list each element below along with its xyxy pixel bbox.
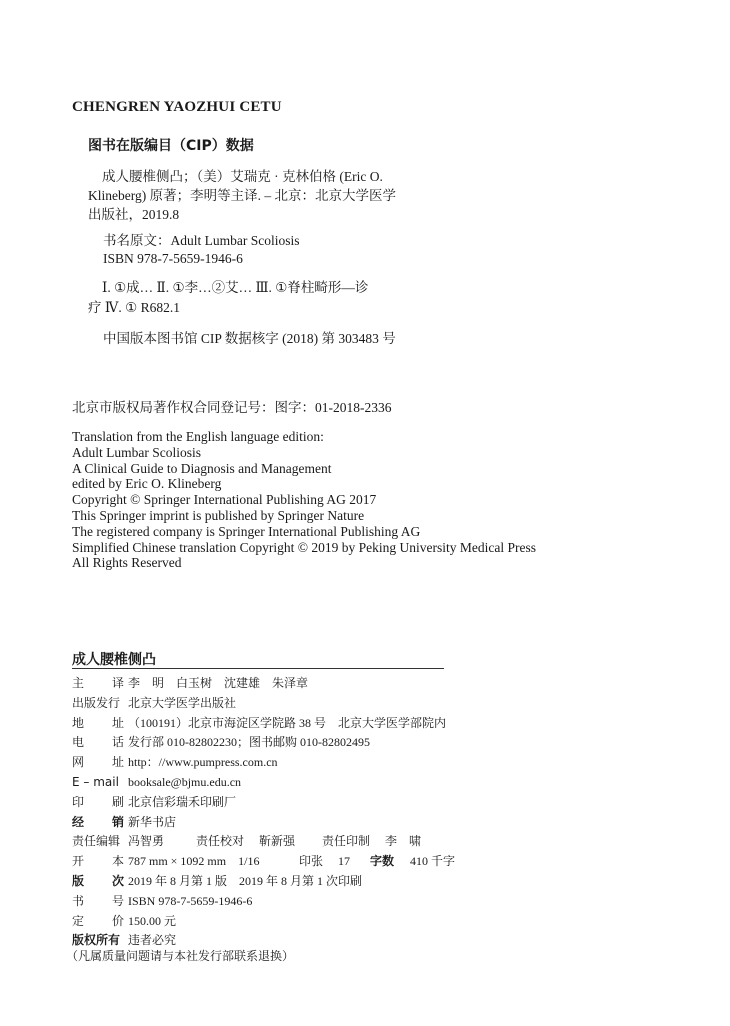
pub-label: 网 址 (72, 755, 124, 770)
pub-label: 责任编辑 (72, 834, 121, 849)
cip-classification (88, 278, 428, 318)
book-title: 成人腰椎侧凸 (72, 652, 156, 668)
cip-desc-line-1: 成人腰椎侧凸；（美）艾瑞克 · 克林伯格 (Eric O. (102, 169, 383, 184)
translation-line: This Springer imprint is published by Springer Nature (72, 507, 365, 523)
pub-label: 主 译 (72, 676, 124, 690)
cip-original-title: 书名原文：Adult Lumbar Scoliosis (103, 233, 300, 248)
pub-value-address: （100191）北京市海淀区学院路 38 号 北京大学医学部院内 (128, 715, 447, 730)
translation-notice (72, 429, 536, 571)
cip-verification: 中国版本图书馆 CIP 数据核字 (2018) 第 303483 号 (103, 331, 396, 346)
translation-line: A Clinical Guide to Diagnosis and Management (72, 460, 332, 476)
pinyin-title: CHENGREN YAOZHUI CETU (72, 99, 282, 115)
pub-label: 经 销 (72, 814, 124, 829)
pub-value-edition: 2019 年 8 月第 1 版 2019 年 8 月第 1 次印刷 (128, 873, 363, 888)
pub-label: 印张 (299, 854, 324, 869)
translation-line: edited by Eric O. Klineberg (72, 476, 222, 492)
cip-desc-line-3: 出版社，2019.8 (88, 207, 180, 222)
translation-line: Simplified Chinese translation Copyright © 2019 by Peking University Medical Press (72, 539, 536, 555)
pub-label: 定 价 (72, 913, 124, 928)
pub-value-distributor: 新华书店 (128, 814, 177, 829)
pub-label: 字数 (370, 854, 395, 869)
translation-line: The registered company is Springer International Publishing AG (72, 523, 421, 539)
pub-label: E – mail (72, 774, 119, 789)
pub-value-sheets: 17 (338, 854, 350, 869)
pub-label: 地 址 (72, 715, 124, 730)
pub-value-website: http：//www.pumpress.com.cn (128, 755, 278, 770)
pub-label: 责任印制 (322, 834, 371, 849)
pub-label: 书 号 (72, 893, 124, 908)
pub-value-phone: 发行部 010-82802230；图书邮购 010-82802495 (128, 735, 370, 750)
pub-value-format: 787 mm × 1092 mm 1/16 (128, 854, 260, 869)
translation-line: Copyright © Springer International Publishing AG 2017 (72, 492, 377, 508)
translation-line: All Rights Reserved (72, 555, 182, 571)
pub-value-words: 410 千字 (410, 854, 456, 869)
pub-label: 版 次 (72, 873, 124, 888)
pub-label: 责任校对 (196, 834, 245, 849)
cip-isbn: ISBN 978-7-5659-1946-6 (103, 251, 243, 266)
pub-label: 开 本 (72, 854, 124, 869)
copyright-registration: 北京市版权局著作权合同登记号：图字：01-2018-2336 (72, 400, 392, 415)
pub-label: 出版发行 (72, 695, 121, 710)
cip-class-line-1: Ⅰ. ①成… Ⅱ. ①李…②艾… Ⅲ. ①脊柱畸形—诊 (102, 280, 369, 295)
translation-line: Translation from the English language edition: (72, 429, 324, 444)
pub-value-rights: 违者必究 (128, 933, 177, 948)
pub-value-price: 150.00 元 (128, 913, 177, 928)
pub-label: 印 刷 (72, 794, 124, 809)
pub-value-proof: 靳新强 (259, 834, 296, 849)
pub-value-isbn: ISBN 978-7-5659-1946-6 (128, 893, 253, 908)
pub-value-printer: 北京信彩瑞禾印刷厂 (128, 794, 237, 809)
pub-value-email: booksale@bjmu.edu.cn (128, 774, 242, 789)
pub-value-print-resp: 李 啸 (385, 834, 422, 849)
title-divider (72, 668, 444, 669)
return-notice: （凡属质量问题请与本社发行部联系退换） (66, 949, 295, 963)
cip-class-line-2: 疗 Ⅳ. ① R682.1 (88, 300, 180, 315)
pub-label: 电 话 (72, 735, 124, 750)
pub-value-editor: 冯智勇 (128, 834, 165, 849)
pub-value-publisher: 北京大学医学出版社 (128, 695, 237, 710)
translation-line: Adult Lumbar Scoliosis (72, 444, 201, 460)
cip-heading: 图书在版编目（CIP）数据 (88, 138, 254, 154)
cip-description (88, 167, 428, 224)
cip-desc-line-2: Klineberg) 原著；李明等主译. – 北京：北京大学医学 (88, 188, 396, 203)
pub-value-translators: 李 明 白玉树 沈建雄 朱泽章 (128, 676, 309, 690)
pub-label: 版权所有 (72, 933, 121, 948)
